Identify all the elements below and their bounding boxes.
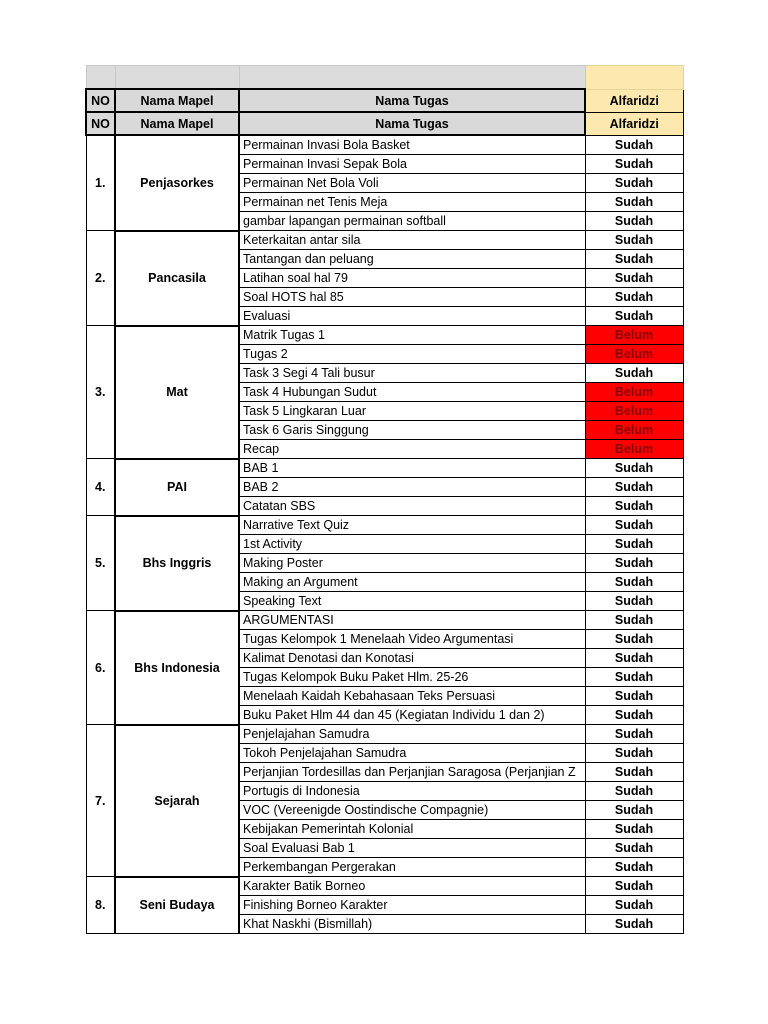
task-name-cell[interactable]: 1st Activity xyxy=(239,535,585,554)
task-name-cell[interactable]: Narrative Text Quiz xyxy=(239,516,585,535)
header-student[interactable]: Alfaridzi xyxy=(585,89,683,112)
status-cell[interactable]: Sudah xyxy=(585,706,683,725)
task-name-cell[interactable]: Menelaah Kaidah Kebahasaan Teks Persuasi xyxy=(239,687,585,706)
header-subject[interactable]: Nama Mapel xyxy=(115,112,239,135)
subject-cell[interactable]: Pancasila xyxy=(115,231,239,326)
task-name-cell[interactable]: Keterkaitan antar sila xyxy=(239,231,585,250)
status-cell[interactable]: Sudah xyxy=(585,269,683,288)
status-cell[interactable]: Sudah xyxy=(585,915,683,934)
task-name-cell[interactable]: Soal HOTS hal 85 xyxy=(239,288,585,307)
status-cell[interactable]: Sudah xyxy=(585,516,683,535)
status-cell[interactable]: Sudah xyxy=(585,497,683,516)
task-name-cell[interactable]: Khat Naskhi (Bismillah) xyxy=(239,915,585,934)
task-name-cell[interactable]: BAB 1 xyxy=(239,459,585,478)
header-task[interactable]: Nama Tugas xyxy=(239,112,585,135)
status-cell[interactable]: Sudah xyxy=(585,858,683,877)
task-name-cell[interactable]: VOC (Vereenigde Oostindische Compagnie) xyxy=(239,801,585,820)
task-name-cell[interactable]: Matrik Tugas 1 xyxy=(239,326,585,345)
task-name-cell[interactable]: Kalimat Denotasi dan Konotasi xyxy=(239,649,585,668)
status-cell[interactable]: Sudah xyxy=(585,592,683,611)
subject-cell[interactable]: Bhs Inggris xyxy=(115,516,239,611)
task-name-cell[interactable]: Making an Argument xyxy=(239,573,585,592)
blank-cell[interactable] xyxy=(86,66,115,90)
table-row xyxy=(86,135,683,155)
status-cell[interactable]: Sudah xyxy=(585,782,683,801)
status-cell[interactable]: Sudah xyxy=(585,839,683,858)
status-cell[interactable]: Sudah xyxy=(585,896,683,915)
status-cell[interactable]: Sudah xyxy=(585,573,683,592)
task-name-cell[interactable]: Tantangan dan peluang xyxy=(239,250,585,269)
status-cell[interactable]: Belum xyxy=(585,326,683,345)
header-subject[interactable]: Nama Mapel xyxy=(115,89,239,112)
subject-cell[interactable]: Sejarah xyxy=(115,725,239,877)
task-name-cell[interactable]: Perkembangan Pergerakan xyxy=(239,858,585,877)
table-row xyxy=(86,725,683,744)
subject-cell[interactable]: Seni Budaya xyxy=(115,877,239,934)
status-cell[interactable]: Sudah xyxy=(585,554,683,573)
status-cell[interactable]: Sudah xyxy=(585,611,683,630)
task-name-cell[interactable]: Buku Paket Hlm 44 dan 45 (Kegiatan Individu 1 dan 2) xyxy=(239,706,585,725)
table-row xyxy=(86,459,683,478)
task-name-cell[interactable]: Karakter Batik Borneo xyxy=(239,877,585,896)
status-cell[interactable]: Sudah xyxy=(585,212,683,231)
status-cell[interactable]: Sudah xyxy=(585,193,683,212)
task-name-cell[interactable]: Soal Evaluasi Bab 1 xyxy=(239,839,585,858)
status-cell[interactable]: Sudah xyxy=(585,725,683,744)
table-row xyxy=(86,877,683,896)
status-cell[interactable]: Belum xyxy=(585,402,683,421)
row-number-cell[interactable]: 6. xyxy=(86,611,115,725)
subject-cell[interactable]: PAI xyxy=(115,459,239,516)
table-row xyxy=(86,231,683,250)
status-cell[interactable]: Belum xyxy=(585,440,683,459)
task-name-cell[interactable]: Tugas Kelompok Buku Paket Hlm. 25-26 xyxy=(239,668,585,687)
task-name-cell[interactable]: Task 4 Hubungan Sudut xyxy=(239,383,585,402)
row-number-cell[interactable]: 8. xyxy=(86,877,115,934)
task-name-cell[interactable]: BAB 2 xyxy=(239,478,585,497)
status-cell[interactable]: Sudah xyxy=(585,763,683,782)
header-row xyxy=(86,89,683,112)
status-cell[interactable]: Sudah xyxy=(585,288,683,307)
blank-cell[interactable] xyxy=(585,66,683,90)
assignment-table-body xyxy=(86,66,683,934)
header-no[interactable]: NO xyxy=(86,112,115,135)
status-cell[interactable]: Sudah xyxy=(585,478,683,497)
subject-cell[interactable]: Mat xyxy=(115,326,239,459)
status-cell[interactable]: Belum xyxy=(585,383,683,402)
status-cell[interactable]: Sudah xyxy=(585,668,683,687)
status-cell[interactable]: Belum xyxy=(585,345,683,364)
status-cell[interactable]: Sudah xyxy=(585,307,683,326)
status-cell[interactable]: Sudah xyxy=(585,231,683,250)
task-name-cell[interactable]: Latihan soal hal 79 xyxy=(239,269,585,288)
task-name-cell[interactable]: Evaluasi xyxy=(239,307,585,326)
task-name-cell[interactable]: Task 6 Garis Singgung xyxy=(239,421,585,440)
status-cell[interactable]: Sudah xyxy=(585,687,683,706)
status-cell[interactable]: Sudah xyxy=(585,155,683,174)
table-row xyxy=(86,611,683,630)
header-student[interactable]: Alfaridzi xyxy=(585,112,683,135)
task-name-cell[interactable]: Finishing Borneo Karakter xyxy=(239,896,585,915)
task-name-cell[interactable]: Making Poster xyxy=(239,554,585,573)
status-cell[interactable]: Sudah xyxy=(585,459,683,478)
status-cell[interactable]: Sudah xyxy=(585,877,683,896)
row-number-cell[interactable]: 2. xyxy=(86,231,115,326)
header-task[interactable]: Nama Tugas xyxy=(239,89,585,112)
status-cell[interactable]: Sudah xyxy=(585,535,683,554)
task-name-cell[interactable]: Permainan Invasi Sepak Bola xyxy=(239,155,585,174)
row-number-cell[interactable]: 4. xyxy=(86,459,115,516)
status-cell[interactable]: Sudah xyxy=(585,174,683,193)
task-name-cell[interactable]: Permainan Net Bola Voli xyxy=(239,174,585,193)
task-name-cell[interactable]: Perjanjian Tordesillas dan Perjanjian Saragosa (Perjanjian Z xyxy=(239,763,585,782)
task-name-cell[interactable]: Task 3 Segi 4 Tali busur xyxy=(239,364,585,383)
blank-header-row xyxy=(86,66,683,90)
task-name-cell[interactable]: Kebijakan Pemerintah Kolonial xyxy=(239,820,585,839)
task-name-cell[interactable]: Recap xyxy=(239,440,585,459)
assignment-table xyxy=(85,65,684,934)
task-name-cell[interactable]: Speaking Text xyxy=(239,592,585,611)
task-name-cell[interactable]: gambar lapangan permainan softball xyxy=(239,212,585,231)
blank-cell[interactable] xyxy=(115,66,239,90)
task-name-cell[interactable]: Tokoh Penjelajahan Samudra xyxy=(239,744,585,763)
status-cell[interactable]: Sudah xyxy=(585,649,683,668)
task-name-cell[interactable]: Permainan Invasi Bola Basket xyxy=(239,135,585,155)
task-name-cell[interactable]: Penjelajahan Samudra xyxy=(239,725,585,744)
header-row-repeat xyxy=(86,112,683,135)
subject-cell[interactable]: Bhs Indonesia xyxy=(115,611,239,725)
subject-cell[interactable]: Penjasorkes xyxy=(115,135,239,231)
task-name-cell[interactable]: Portugis di Indonesia xyxy=(239,782,585,801)
status-cell[interactable]: Sudah xyxy=(585,820,683,839)
status-cell[interactable]: Sudah xyxy=(585,744,683,763)
table-row xyxy=(86,516,683,535)
header-no[interactable]: NO xyxy=(86,89,115,112)
blank-cell[interactable] xyxy=(239,66,585,90)
table-row xyxy=(86,326,683,345)
status-cell[interactable]: Sudah xyxy=(585,801,683,820)
status-cell[interactable]: Sudah xyxy=(585,364,683,383)
task-name-cell[interactable]: ARGUMENTASI xyxy=(239,611,585,630)
row-number-cell[interactable]: 5. xyxy=(86,516,115,611)
row-number-cell[interactable]: 7. xyxy=(86,725,115,877)
row-number-cell[interactable]: 3. xyxy=(86,326,115,459)
task-name-cell[interactable]: Task 5 Lingkaran Luar xyxy=(239,402,585,421)
status-cell[interactable]: Sudah xyxy=(585,135,683,155)
row-number-cell[interactable]: 1. xyxy=(86,135,115,231)
task-name-cell[interactable]: Catatan SBS xyxy=(239,497,585,516)
status-cell[interactable]: Belum xyxy=(585,421,683,440)
status-cell[interactable]: Sudah xyxy=(585,630,683,649)
task-name-cell[interactable]: Permainan net Tenis Meja xyxy=(239,193,585,212)
task-name-cell[interactable]: Tugas Kelompok 1 Menelaah Video Argumentasi xyxy=(239,630,585,649)
task-name-cell[interactable]: Tugas 2 xyxy=(239,345,585,364)
status-cell[interactable]: Sudah xyxy=(585,250,683,269)
